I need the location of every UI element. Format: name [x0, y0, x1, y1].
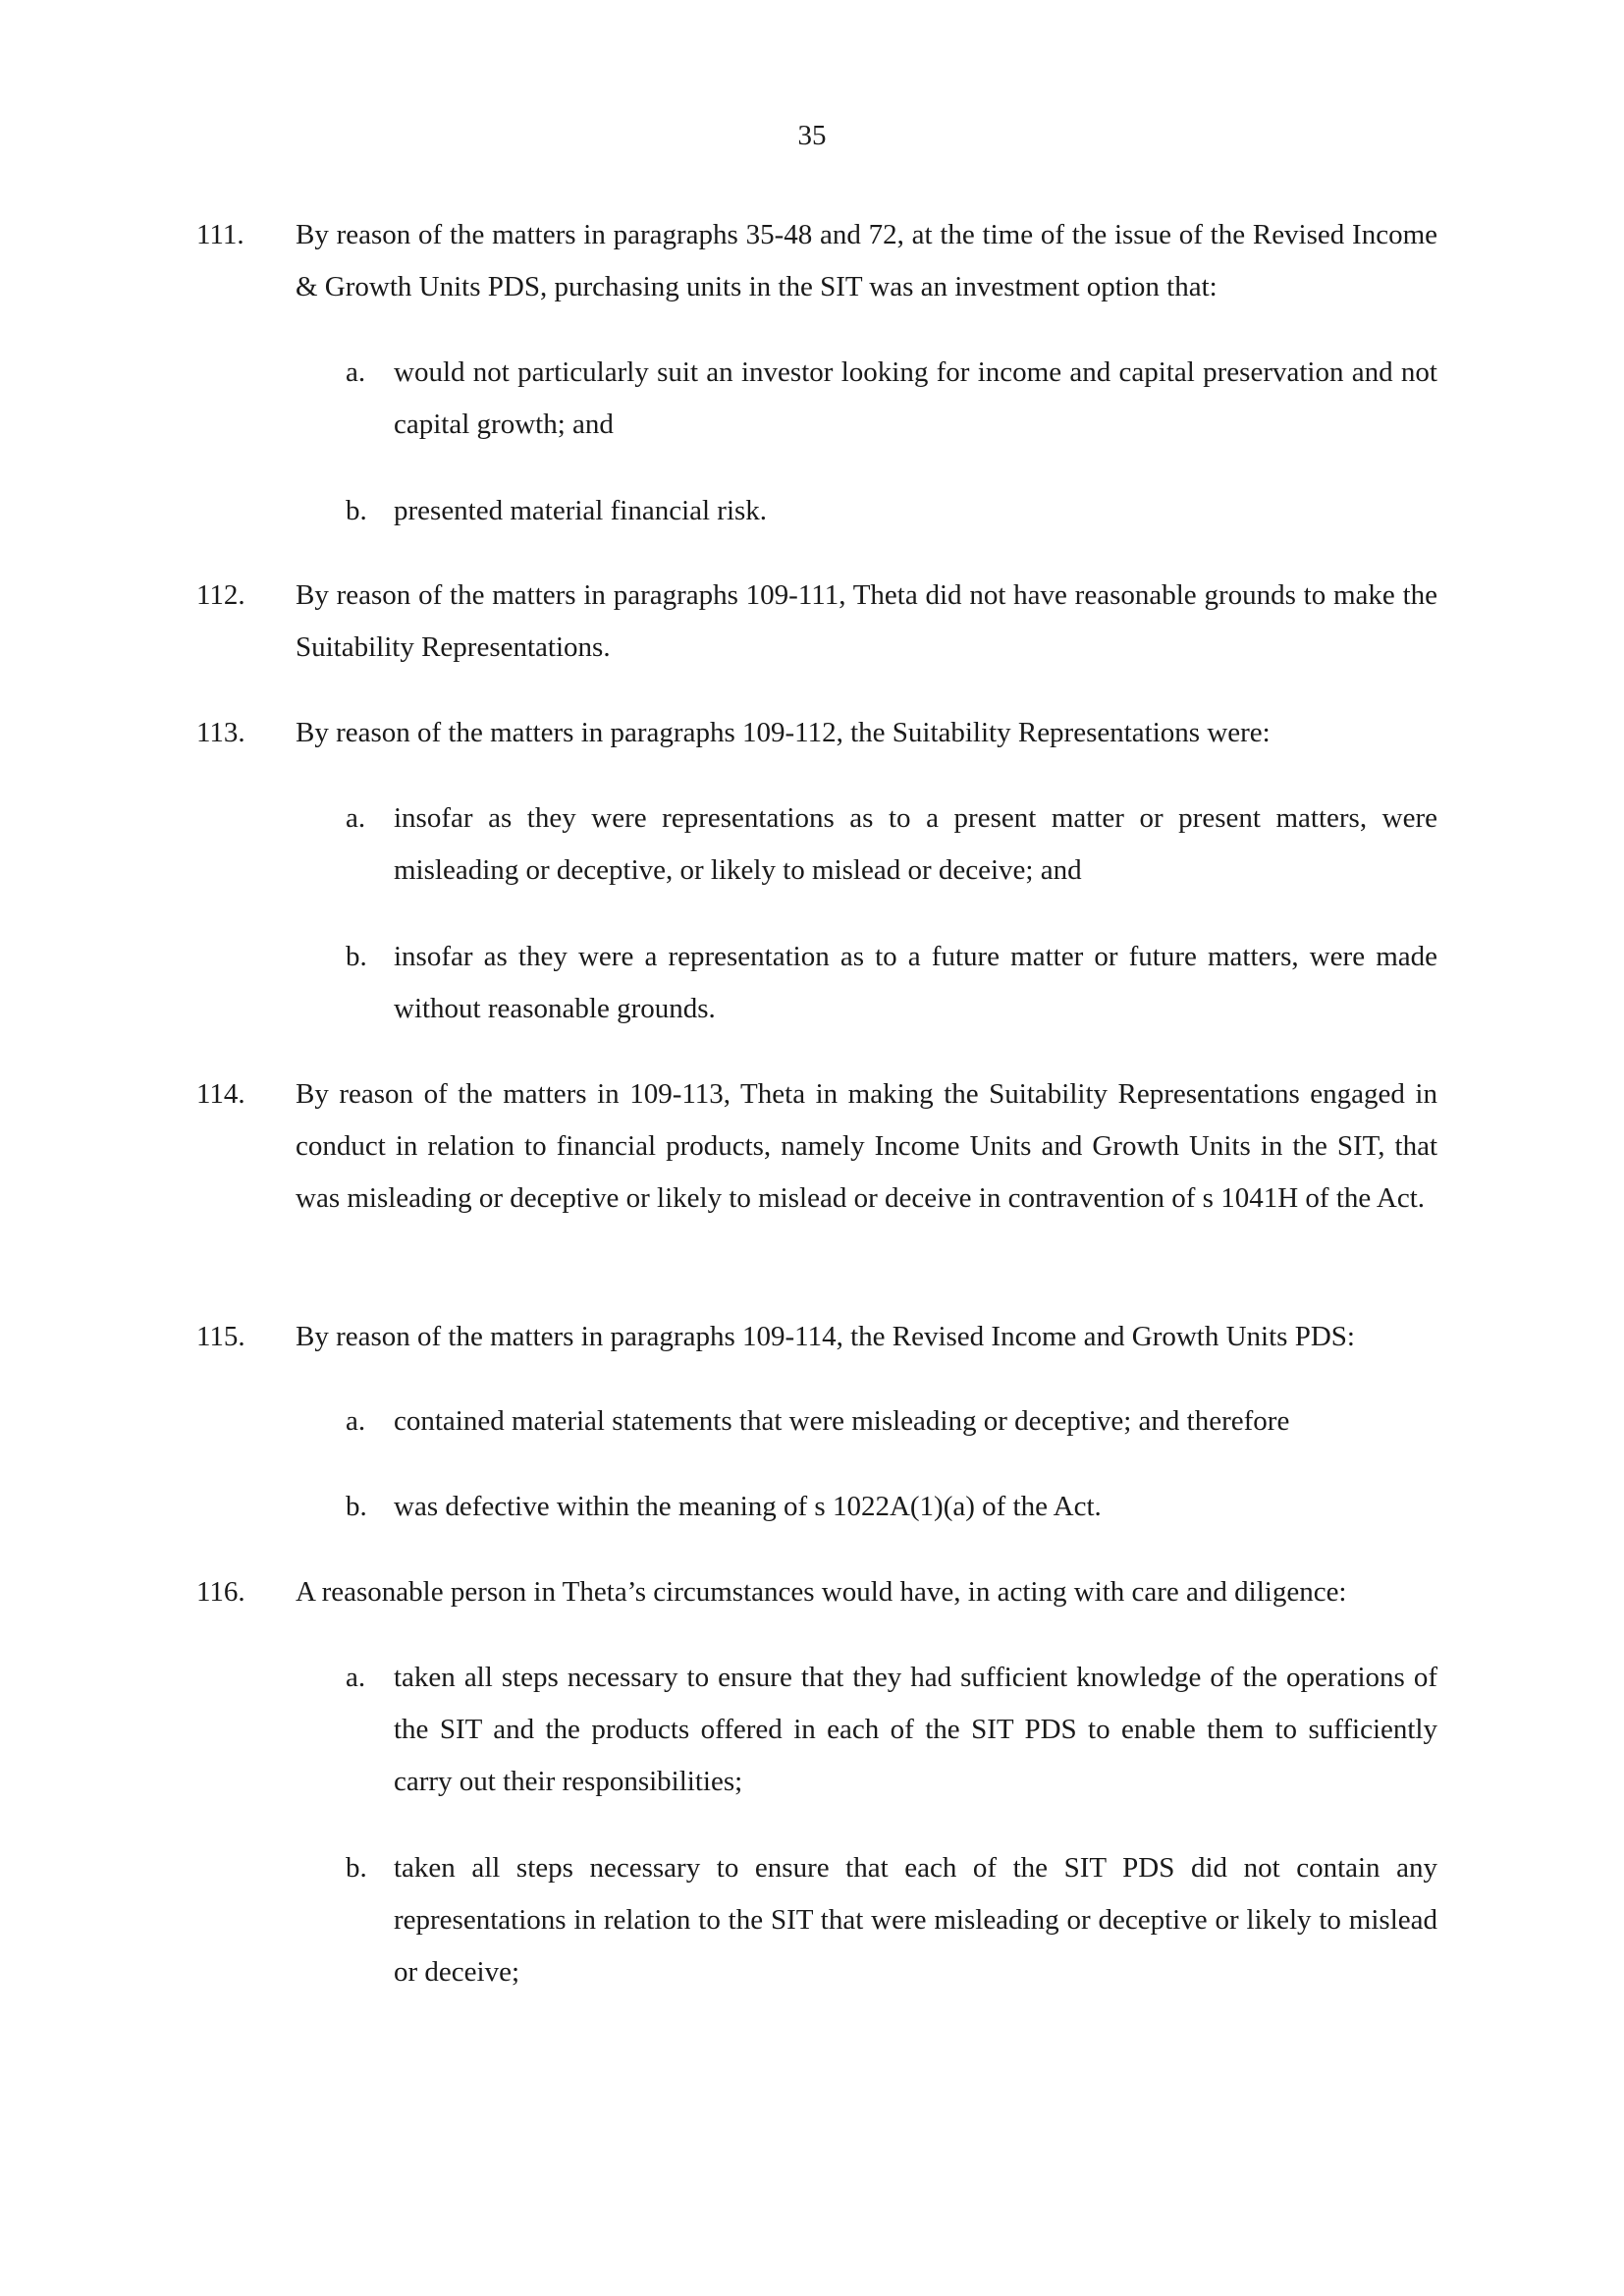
paragraph-number: 113.	[196, 717, 245, 748]
paragraph-number: 115.	[196, 1321, 245, 1352]
paragraph-text: By reason of the matters in paragraphs 109-111, Theta did not have reasonable grounds to make the Suitability Representations.	[296, 579, 1437, 663]
subparagraph-text: insofar as they were a representation as to a future matter or future matters, were made without reasonable grounds.	[394, 941, 1437, 1024]
paragraph-text: By reason of the matters in paragraphs 109-114, the Revised Income and Growth Units PDS:	[296, 1321, 1355, 1352]
subparagraph-letter: b.	[346, 941, 367, 972]
paragraph-text: By reason of the matters in 109-113, Theta in making the Suitability Representations engaged in conduct in relation to financial products, namely Income Units and Growth Units in the SIT, that was misleading or deceptive or likely to mislead or deceive in contravention of s 1041H of the Act.	[296, 1078, 1437, 1214]
subparagraph-letter: a.	[346, 356, 366, 388]
paragraph-text: By reason of the matters in paragraphs 109-112, the Suitability Representations were:	[296, 717, 1271, 748]
subparagraph-letter: a.	[346, 1405, 366, 1437]
page-number: 35	[797, 120, 827, 151]
paragraph-number: 111.	[196, 219, 244, 250]
subparagraph-text: would not particularly suit an investor looking for income and capital preservation and not capital growth; and	[394, 356, 1437, 440]
subparagraph-letter: a.	[346, 802, 366, 834]
subparagraph-text: presented material financial risk.	[394, 495, 768, 526]
paragraph-number: 116.	[196, 1576, 245, 1608]
subparagraph-text: taken all steps necessary to ensure that they had sufficient knowledge of the operations of the SIT and the products offered in each of the SIT PDS to enable them to sufficiently carry out their responsibilities;	[394, 1662, 1437, 1797]
paragraph-text: By reason of the matters in paragraphs 35-48 and 72, at the time of the issue of the Revised Income & Growth Units PDS, purchasing units in the SIT was an investment option that:	[296, 219, 1437, 302]
subparagraph-letter: b.	[346, 495, 367, 526]
subparagraph-letter: a.	[346, 1662, 366, 1693]
subparagraph-letter: b.	[346, 1491, 367, 1522]
subparagraph-text: insofar as they were representations as to a present matter or present matters, were misleading or deceptive, or likely to mislead or deceive; and	[394, 802, 1437, 886]
paragraph-text: A reasonable person in Theta’s circumstances would have, in acting with care and diligence:	[296, 1576, 1347, 1608]
subparagraph-text: contained material statements that were misleading or deceptive; and therefore	[394, 1405, 1290, 1437]
subparagraph-text: was defective within the meaning of s 1022A(1)(a) of the Act.	[394, 1491, 1102, 1522]
subparagraph-letter: b.	[346, 1852, 367, 1884]
subparagraph-text: taken all steps necessary to ensure that each of the SIT PDS did not contain any representations in relation to the SIT that were misleading or deceptive or likely to mislead or deceive;	[394, 1852, 1437, 1988]
paragraph-number: 114.	[196, 1078, 245, 1110]
paragraph-number: 112.	[196, 579, 245, 611]
